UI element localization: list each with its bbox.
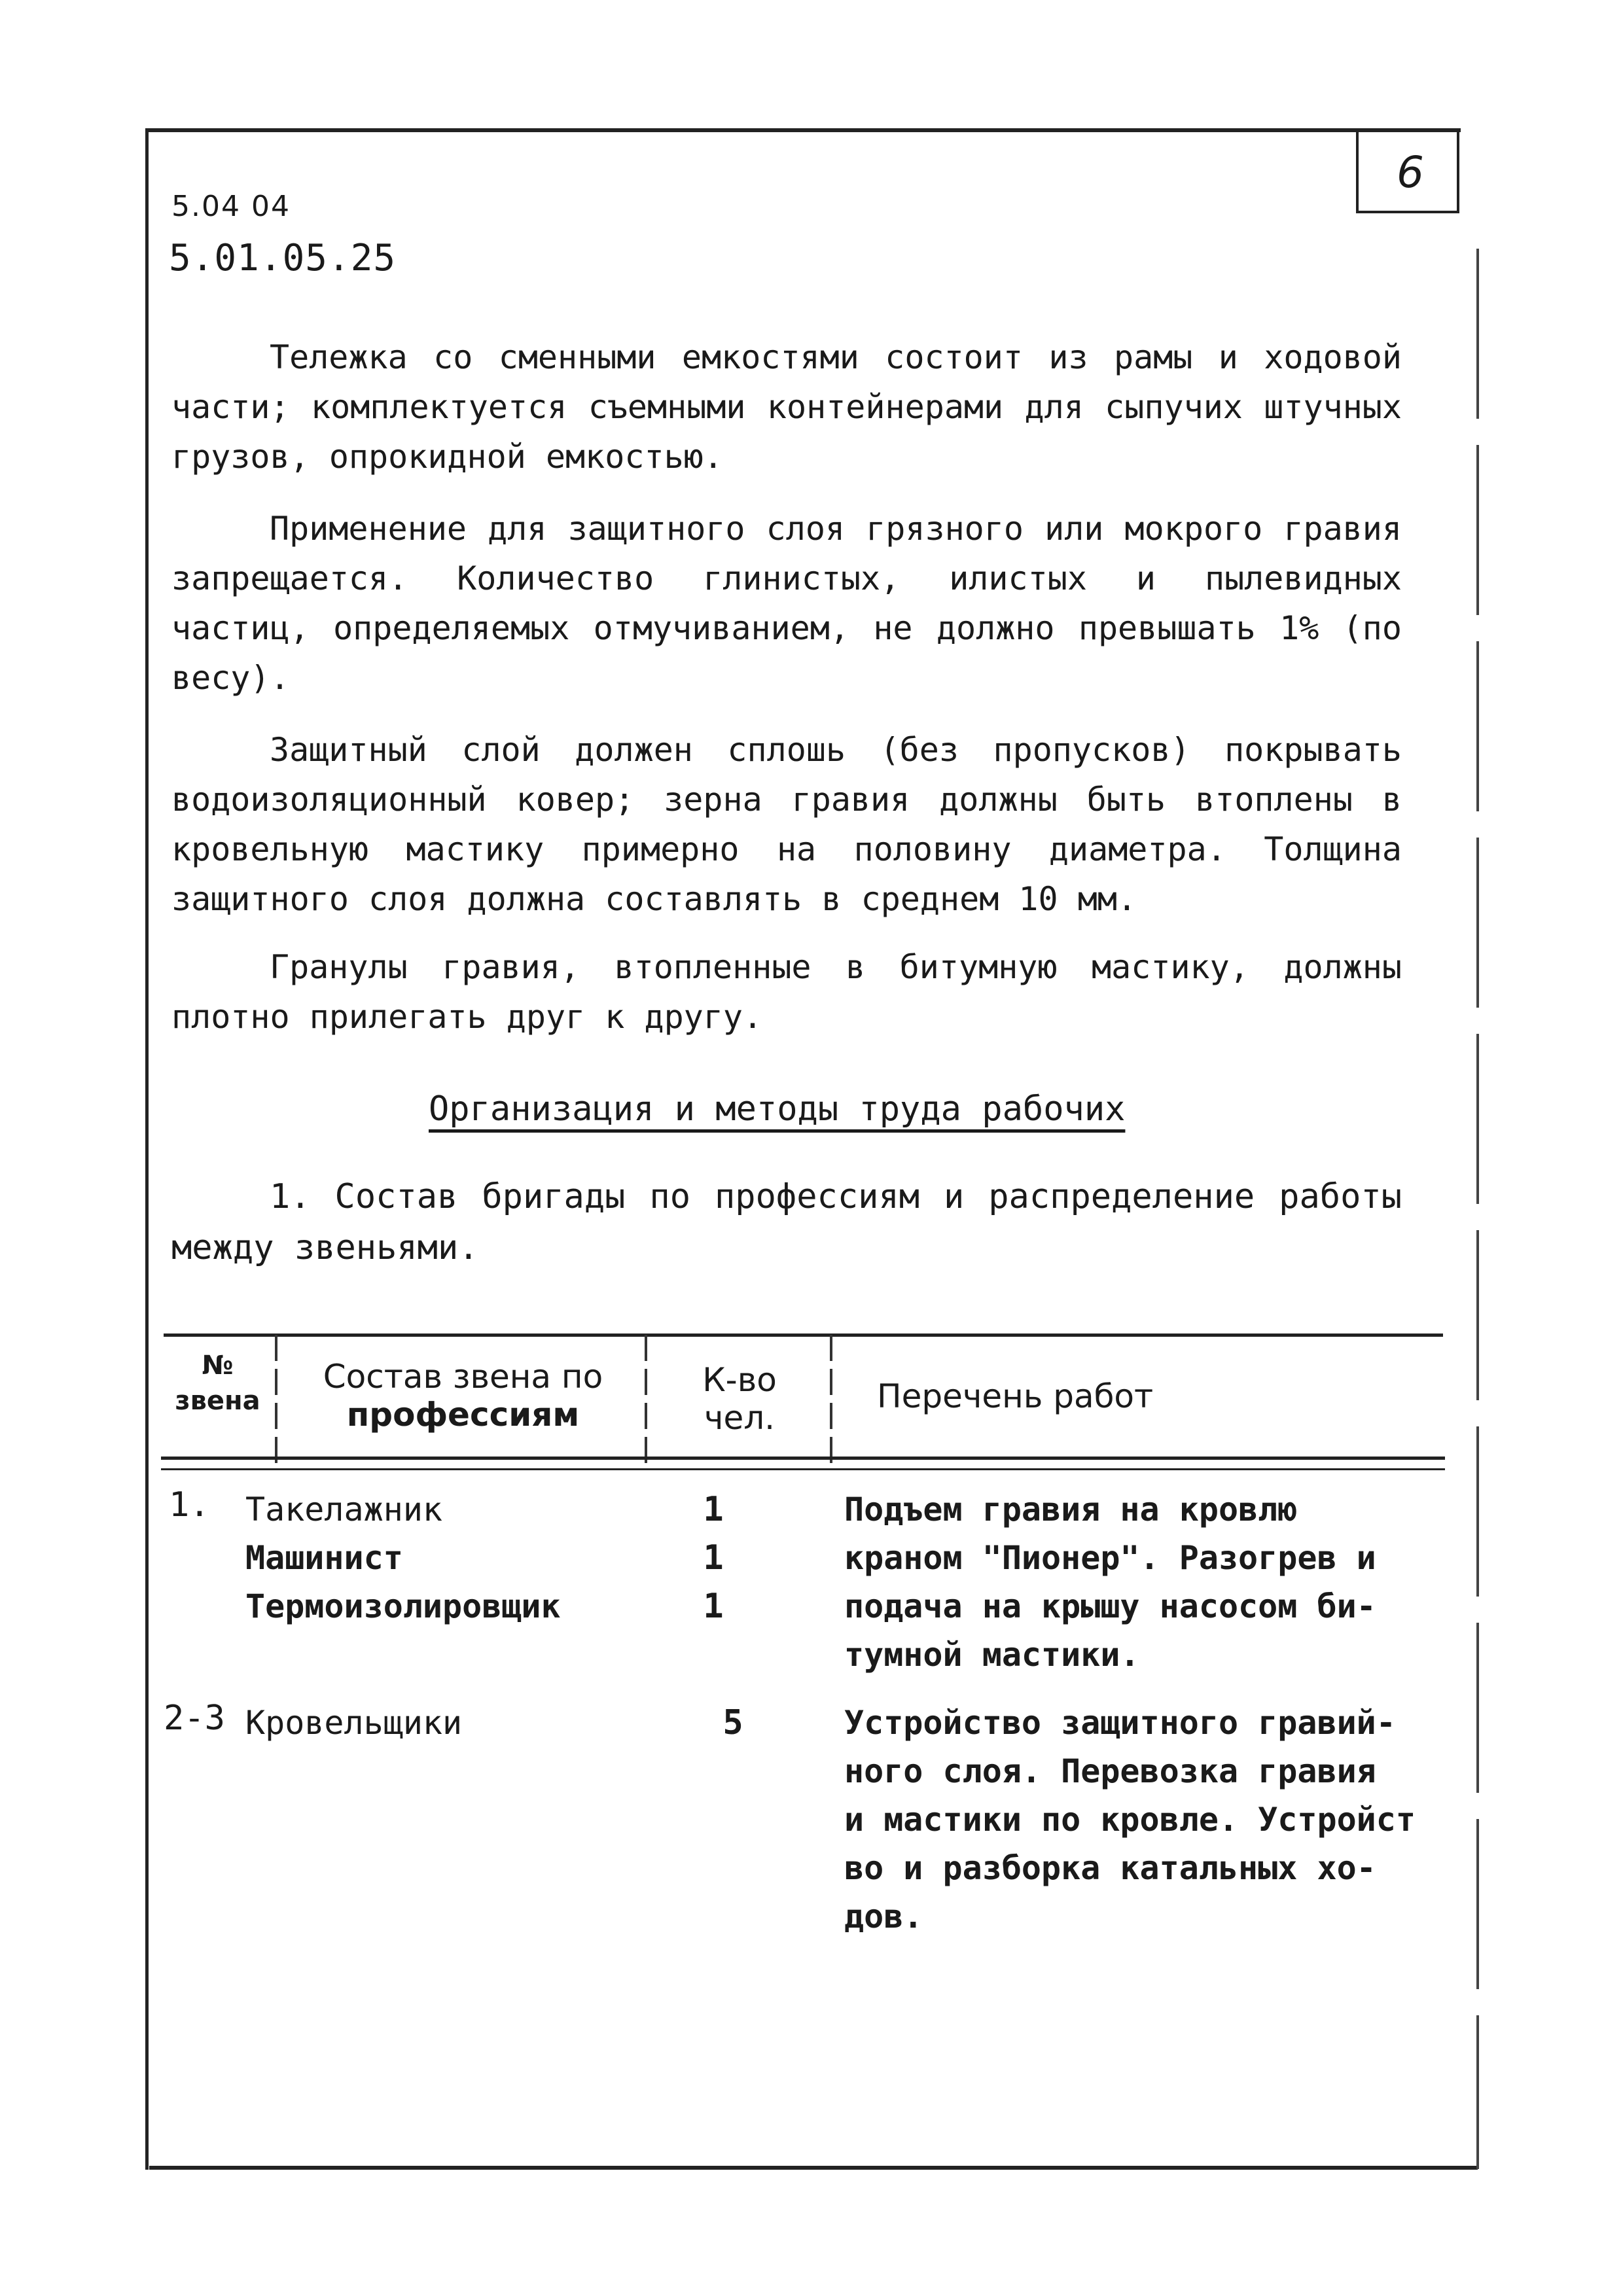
row-professions xyxy=(245,1699,462,1747)
profession: Такелажник xyxy=(245,1491,443,1528)
row-number: 2-3 xyxy=(164,1699,225,1738)
row-number: 1. xyxy=(169,1485,210,1525)
table-header-rule-double xyxy=(161,1468,1445,1470)
work-line: ного слоя. Перевозка гравия xyxy=(844,1752,1376,1790)
row-counts xyxy=(713,1699,753,1747)
profession: Кровельщики xyxy=(245,1704,463,1742)
profession: Машинист xyxy=(245,1539,403,1577)
table-top-rule xyxy=(164,1333,1443,1337)
header-num-symbol: № xyxy=(202,1351,234,1381)
section-title: Организация и методы труда рабочих xyxy=(429,1089,1126,1129)
section-intro: 1. Состав бригады по профессиям и распределение работы между звеньями. xyxy=(171,1177,1402,1267)
row-professions xyxy=(245,1485,561,1631)
header-composition-line2: профессиям xyxy=(346,1396,580,1434)
table-column-divider xyxy=(275,1335,277,1466)
paragraph-gravel-restriction: Применение для защитного слоя грязного или мокрого гравия запрещается. Количество глинистых, илистых и пылевидных частиц, определяемых отмучиванием, не должно превышать 1% (по весу). xyxy=(171,510,1402,697)
handwritten-code: 5.04 04 xyxy=(171,190,291,223)
work-line: краном "Пионер". Разогрев и xyxy=(844,1539,1376,1577)
work-line: во и разборка катальных хо- xyxy=(844,1849,1376,1887)
row-works xyxy=(844,1485,1446,1679)
header-composition-line1: Состав звена по xyxy=(323,1358,603,1396)
worker-count: 1 xyxy=(703,1490,724,1529)
row-counts xyxy=(694,1485,733,1631)
page-number: 6 xyxy=(1397,147,1424,198)
paragraph-granules: Гранулы гравия, втопленные в битумную мастику, должны плотно прилегать друг к другу. xyxy=(171,948,1402,1036)
frame-bottom-border xyxy=(149,2166,1478,2170)
work-line: Устройство защитного гравий- xyxy=(844,1704,1396,1742)
frame-top-border xyxy=(145,128,1461,132)
table-header-rule xyxy=(161,1457,1445,1460)
work-line: и мастики по кровле. Устройст xyxy=(844,1801,1416,1839)
table-header-works: Перечень работ xyxy=(877,1377,1154,1415)
work-line: дов. xyxy=(844,1898,923,1935)
frame-right-border xyxy=(1476,249,1479,2169)
worker-count: 5 xyxy=(722,1703,743,1742)
table-header-count xyxy=(654,1361,825,1437)
frame-left-border xyxy=(145,128,149,2170)
header-num-label: звена xyxy=(175,1386,260,1416)
work-line: тумной мастики. xyxy=(844,1636,1140,1674)
document-code: 5.01.05.25 xyxy=(169,237,397,279)
profession: Термоизолировщик xyxy=(245,1587,561,1625)
table-header-composition xyxy=(281,1358,645,1434)
table-column-divider xyxy=(830,1335,832,1466)
paragraph-protective-layer: Защитный слой должен сплошь (без пропусков) покрывать водоизоляционный ковер; зерна гравия должны быть втоплены в кровельную мастику примерно на половину диаметра. Толщина защитного слоя должна составлять в среднем 10 мм. xyxy=(171,731,1402,918)
header-count-line2: чел. xyxy=(704,1399,776,1437)
table-column-divider xyxy=(645,1335,647,1466)
row-works xyxy=(844,1699,1446,1941)
paragraph-trolley: Тележка со сменными емкостями состоит из рамы и ходовой части; комплектуется съемными контейнерами для сыпучих штучных грузов, опрокидной емкостью. xyxy=(171,338,1402,476)
worker-count: 1 xyxy=(703,1587,724,1626)
table-header-num xyxy=(164,1348,272,1419)
header-count-line1: К-во xyxy=(702,1361,777,1399)
work-line: Подъем гравия на кровлю xyxy=(844,1491,1298,1528)
worker-count: 1 xyxy=(703,1538,724,1578)
work-line: подача на крышу насосом би- xyxy=(844,1587,1376,1625)
